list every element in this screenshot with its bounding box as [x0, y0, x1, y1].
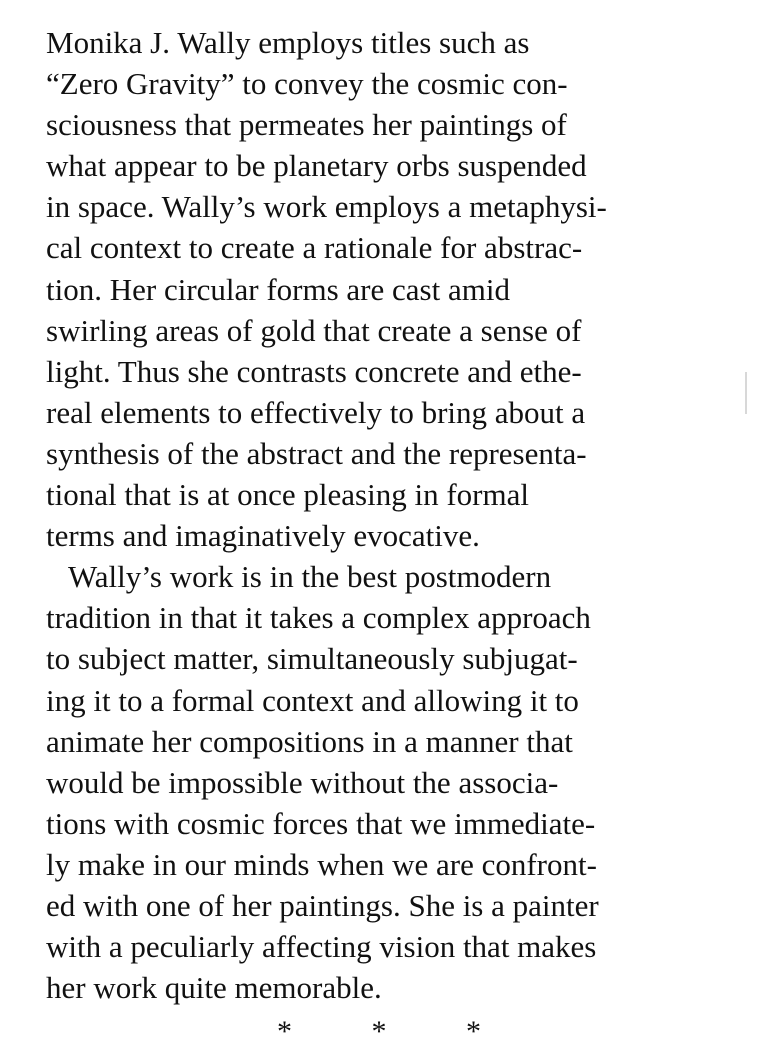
text-line: “Zero Gravity” to convey the cosmic con-: [46, 66, 568, 102]
text-line: ing it to a formal context and allowing it to: [46, 682, 579, 718]
text-line: her work quite memorable.: [46, 970, 382, 1006]
section-separator: * * *: [277, 1015, 517, 1048]
text-line: Monika J. Wally employs titles such as: [46, 25, 530, 60]
paragraph-1: [46, 22, 736, 556]
text-line: tion. Her circular forms are cast amid: [46, 271, 510, 307]
text-line: with a peculiarly affecting vision that makes: [46, 929, 597, 965]
scan-artifact: [745, 372, 747, 414]
text-line: in space. Wally’s work employs a metaphysi-: [46, 189, 607, 225]
text-line: swirling areas of gold that create a sense of: [46, 312, 582, 348]
text-line: Wally’s work is in the best postmodern: [68, 559, 552, 595]
text-line: ed with one of her paintings. She is a painter: [46, 887, 599, 923]
text-line: sciousness that permeates her paintings of: [46, 107, 567, 143]
text-line: tions with cosmic forces that we immediate-: [46, 805, 596, 841]
text-line: tional that is at once pleasing in formal: [46, 477, 529, 513]
text-line: cal context to create a rationale for abstrac-: [46, 230, 583, 266]
article-body: [46, 22, 736, 1008]
paragraph-2: [46, 556, 736, 1008]
text-line: real elements to effectively to bring about a: [46, 394, 586, 430]
text-line: ly make in our minds when we are confront-: [46, 846, 597, 882]
text-line: terms and imaginatively evocative.: [46, 518, 480, 554]
text-line: tradition in that it takes a complex approach: [46, 600, 591, 636]
text-line: what appear to be planetary orbs suspended: [46, 148, 587, 184]
text-line: would be impossible without the associa-: [46, 764, 559, 800]
text-line: to subject matter, simultaneously subjugat-: [46, 641, 578, 677]
text-line: light. Thus she contrasts concrete and ethe-: [46, 353, 582, 389]
text-line: synthesis of the abstract and the representa-: [46, 435, 587, 471]
text-line: animate her compositions in a manner that: [46, 723, 573, 759]
